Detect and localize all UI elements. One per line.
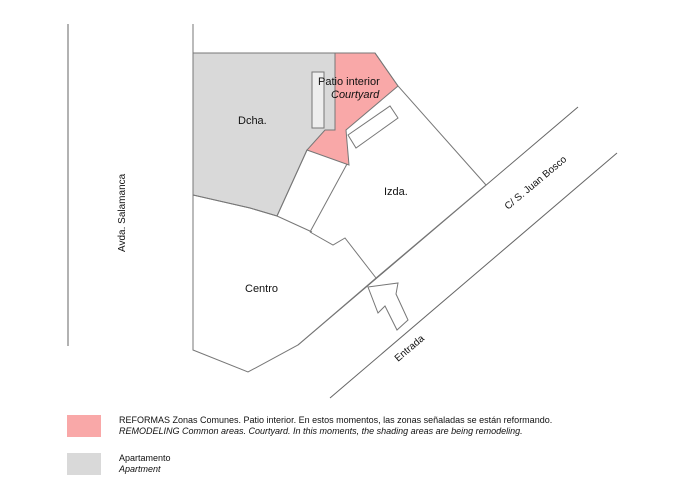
legend-apartment-swatch (67, 453, 101, 475)
legend-reform-text (119, 415, 552, 437)
legend-apartment-text (119, 453, 171, 475)
label-avda-salamanca: Avda. Salamanca (117, 173, 128, 252)
legend-reform-en: REMODELING Common areas. Courtyard. In this moments, the shading areas are being remodeling. (119, 426, 523, 436)
wall-corridor-right (310, 164, 347, 232)
label-centro: Centro (245, 283, 279, 295)
legend-reform-es: REFORMAS Zonas Comunes. Patio interior. En estos momentos, las zonas señaladas se están reformando. (119, 415, 553, 425)
label-patio-en: Courtyard (331, 89, 380, 101)
wall-izda-centro (310, 232, 376, 278)
juan-bosco-line-lower (330, 153, 617, 398)
legend-apartment-es: Apartamento (119, 453, 171, 463)
entrance-arrow (368, 283, 408, 330)
legend-apartment-en: Apartment (119, 464, 161, 474)
label-izda: Izda. (384, 186, 408, 198)
label-dcha: Dcha. (238, 115, 267, 127)
legend-reform-swatch (67, 415, 101, 437)
label-entrada: Entrada (392, 333, 427, 365)
label-juan-bosco: C/ S. Juan Bosco (502, 154, 570, 213)
label-patio-es: Patio interior (318, 76, 380, 88)
